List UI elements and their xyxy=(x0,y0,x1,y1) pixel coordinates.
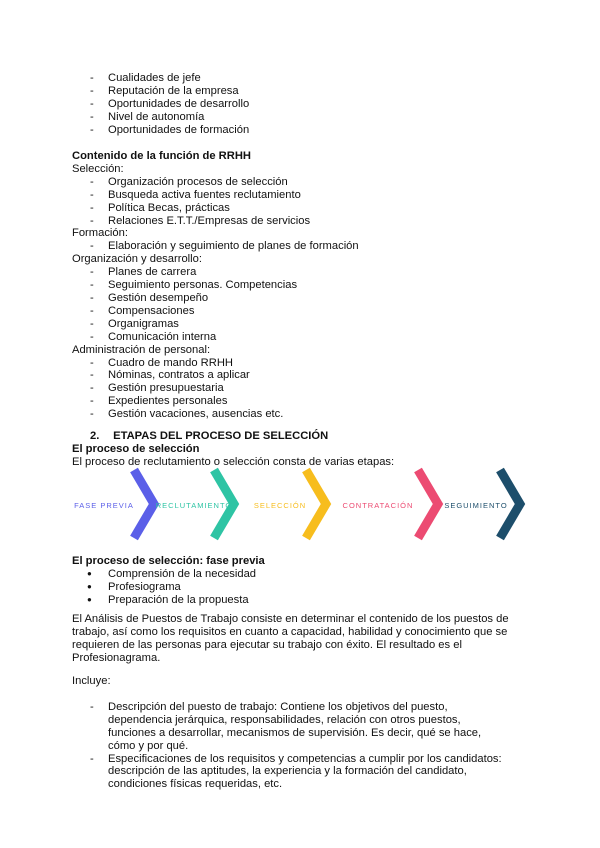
section2-block xyxy=(0,430,600,469)
list-item: - Gestión desempeño xyxy=(72,292,600,305)
list-item: - Política Becas, prácticas xyxy=(72,202,600,215)
analisis-paragraph: El Análisis de Puestos de Trabajo consiste en determinar el contenido de los puestos de trabajo, así como los requisitos en cuanto a capacidad, habilidad y conocimiento que se requieren de las personas para ejecutar su trabajo con éxito. El resultado es el Profesionagrama. xyxy=(72,613,509,664)
stage-contratacion xyxy=(343,470,438,538)
stage-seleccion xyxy=(254,470,326,538)
stage-label: FASE PREVIA xyxy=(74,501,134,510)
stage-label: SEGUIMIENTO xyxy=(444,501,508,510)
group-label: Formación: xyxy=(72,227,128,240)
rrhh-heading: Contenido de la función de RRHH xyxy=(72,150,251,162)
list-item: - Descripción del puesto de trabajo: Contiene los objetivos del puesto, dependencia jerárquica, responsabilidades, relación con otros puestos, funciones a desarrollar, mecanismos de supervisión. Es decir, qué se hace, cómo y por qué. xyxy=(72,701,508,753)
incluye-block xyxy=(0,675,600,791)
list-item: - Busqueda activa fuentes reclutamiento xyxy=(72,189,600,202)
list-item: - Oportunidades de desarrollo xyxy=(72,98,600,111)
list-item: - Organigramas xyxy=(72,318,600,331)
stage-reclutamiento xyxy=(156,470,234,538)
fase-previa-block xyxy=(0,555,600,607)
list-item: - Planes de carrera xyxy=(72,266,600,279)
list-item: - Gestión vacaciones, ausencias etc. xyxy=(72,408,600,421)
list-item: - Organización procesos de selección xyxy=(72,176,600,189)
seleccion-list xyxy=(0,176,600,228)
top-list xyxy=(0,72,600,137)
list-item: ● Profesiograma xyxy=(72,581,600,594)
list-item: - Seguimiento personas. Competencias xyxy=(72,279,600,292)
list-item: - Relaciones E.T.T./Empresas de servicios xyxy=(72,215,600,228)
subheading: El proceso de selección xyxy=(72,442,200,455)
list-item: - Gestión presupuestaria xyxy=(72,382,600,395)
stage-label: SELECCIÓN xyxy=(253,501,307,510)
incluye-list xyxy=(0,701,600,791)
stage-label: RECLUTAMIENTO xyxy=(155,501,233,510)
group-label: Selección: xyxy=(72,162,124,175)
list-item: ● Comprensión de la necesidad xyxy=(72,568,600,581)
list-item: - Nivel de autonomía xyxy=(72,111,600,124)
stage-seguimiento xyxy=(444,470,520,538)
intro-text: El proceso de reclutamiento o selección consta de varias etapas: xyxy=(72,455,395,468)
incluye-label: Incluye: xyxy=(72,675,111,687)
section-title: ETAPAS DEL PROCESO DE SELECCIÓN xyxy=(113,430,329,442)
fase-previa-heading: El proceso de selección: fase previa xyxy=(72,555,265,567)
list-item: - Comunicación interna xyxy=(72,331,600,344)
list-item: - Cuadro de mando RRHH xyxy=(72,357,600,370)
chevron-arrow xyxy=(418,470,438,538)
list-item: - Especificaciones de los requisitos y competencias a cumplir por los candidatos: descripción de las aptitudes, la experiencia y la formación del candidato, condiciones físicas requeridas, etc. xyxy=(72,753,508,792)
stage-fase-previa xyxy=(74,470,154,538)
list-item: - Expedientes personales xyxy=(72,395,600,408)
formacion-list xyxy=(0,240,600,253)
administracion-list xyxy=(0,357,600,422)
top-list-block xyxy=(0,72,600,137)
section-number: 2. xyxy=(90,430,100,442)
list-item: - Elaboración y seguimiento de planes de formación xyxy=(72,240,600,253)
list-item: - Reputación de la empresa xyxy=(72,85,600,98)
rrhh-block xyxy=(0,150,600,421)
list-item: - Nóminas, contratos a aplicar xyxy=(72,369,600,382)
analisis-block xyxy=(0,613,600,665)
section-heading xyxy=(0,430,600,443)
chevron-arrow xyxy=(306,470,326,538)
list-item: - Cualidades de jefe xyxy=(72,72,600,85)
stage-label: CONTRATACIÓN xyxy=(342,501,414,510)
list-item: - Oportunidades de formación xyxy=(72,124,600,137)
group-label: Administración de personal: xyxy=(72,343,211,356)
stages-diagram xyxy=(66,466,536,542)
chevron-arrow xyxy=(134,470,154,538)
list-item: ● Preparación de la propuesta xyxy=(72,594,600,607)
group-label: Organización y desarrollo: xyxy=(72,253,202,266)
fase-previa-list xyxy=(0,568,600,607)
list-item: - Compensaciones xyxy=(72,305,600,318)
organizacion-list xyxy=(0,266,600,343)
